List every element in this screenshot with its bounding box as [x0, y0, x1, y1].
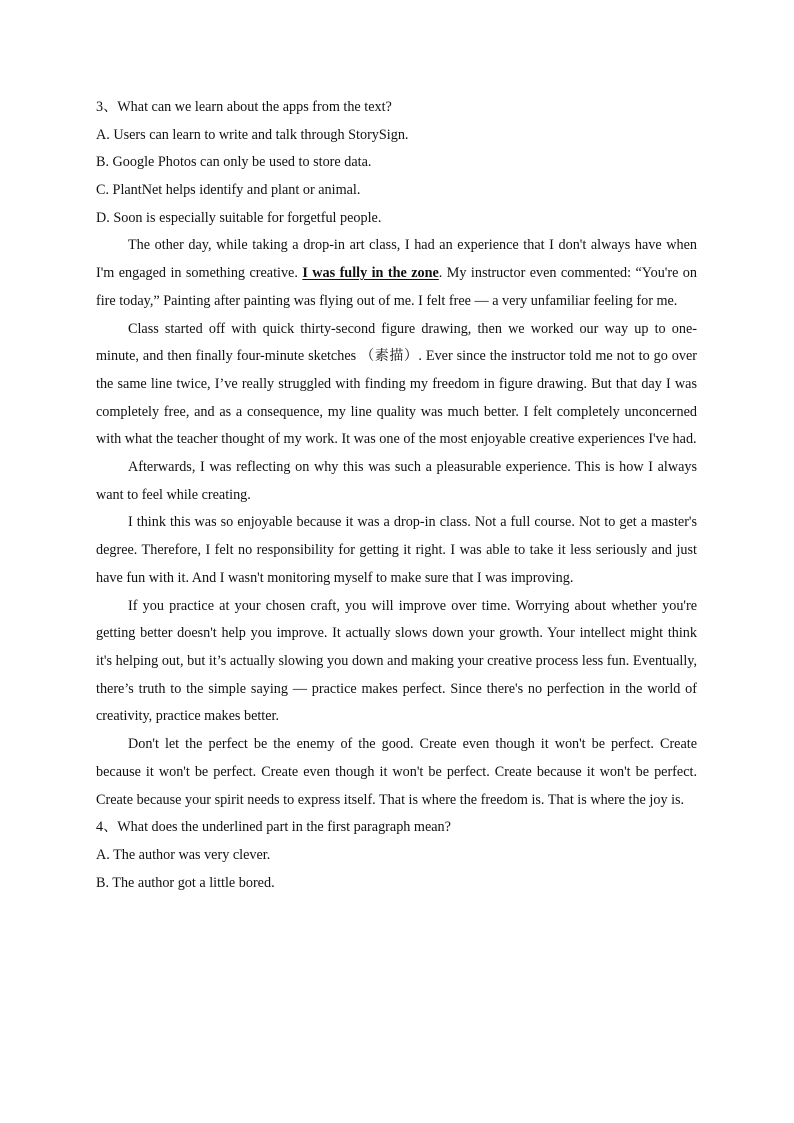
question-3-option-c: C. PlantNet helps identify and plant or animal.	[96, 182, 361, 199]
passage-paragraph-3: Afterwards, I was reflecting on why this was such a pleasurable experience. This is how I always want to feel while creating.	[96, 459, 697, 503]
question-3-option-a: A. Users can learn to write and talk through StorySign.	[96, 126, 409, 143]
paragraph-2-text-after: . Ever since the instructor told me not to go over the same line twice, I’ve really struggled with finding my freedom in figure drawing. But that day I was completely free, and as a consequence, my line quality was much better. I felt completely unconcerned with what the teacher thought of my work. It was one of the most enjoyable creative experiences I've had.	[96, 348, 697, 448]
document-page	[96, 94, 697, 897]
question-4-stem: 4、What does the underlined part in the first paragraph mean?	[96, 819, 451, 836]
passage-paragraph-6: Don't let the perfect be the enemy of the good. Create even though it won't be perfect. Create because it won't be perfect. Create even though it won't be perfect. Create because it won't be perfect. Create because your spirit needs to express itself. That is where the freedom is. That is where the joy is.	[96, 736, 697, 808]
question-3-option-d: D. Soon is especially suitable for forgetful people.	[96, 209, 382, 226]
underlined-phrase: I was fully in the zone	[302, 265, 439, 282]
paragraph-2-text-before: Class started off with quick thirty-second figure drawing, then we worked our way up to one-minute, and then finally four-minute sketches	[96, 320, 697, 365]
passage-paragraph-5: If you practice at your chosen craft, you will improve over time. Worrying about whether you're getting better doesn't help you improve. It actually slows down your growth. Your intellect might think it's helping out, but it’s actually slowing you down and making your creative process less fun. Eventually, there’s truth to the simple saying — practice makes perfect. Since there's no perfection in the world of creativity, practice makes better.	[96, 597, 697, 725]
paragraph-1-text-after: . My instructor even commented: “You're on fire today,” Painting after painting was flying out of me. I felt free — a very unfamiliar feeling for me.	[96, 265, 697, 309]
question-4-option-a: A. The author was very clever.	[96, 846, 271, 863]
paragraph-1-text-before: The other day, while taking a drop-in art class, I had an experience that I don't always have when I'm engaged in something creative.	[96, 237, 697, 282]
chinese-gloss: （素描）	[360, 348, 419, 365]
passage-paragraph-2	[96, 316, 697, 455]
question-3-option-b: B. Google Photos can only be used to store data.	[96, 154, 372, 171]
passage-paragraph-1	[96, 232, 697, 315]
passage-paragraph-4: I think this was so enjoyable because it was a drop-in class. Not a full course. Not to get a master's degree. Therefore, I felt no responsibility for getting it right. I was able to take it less seriously and just have fun with it. And I wasn't monitoring myself to make sure that I was improving.	[96, 514, 697, 586]
question-3-stem: 3、What can we learn about the apps from the text?	[96, 99, 392, 115]
question-4-option-b: B. The author got a little bored.	[96, 874, 275, 891]
